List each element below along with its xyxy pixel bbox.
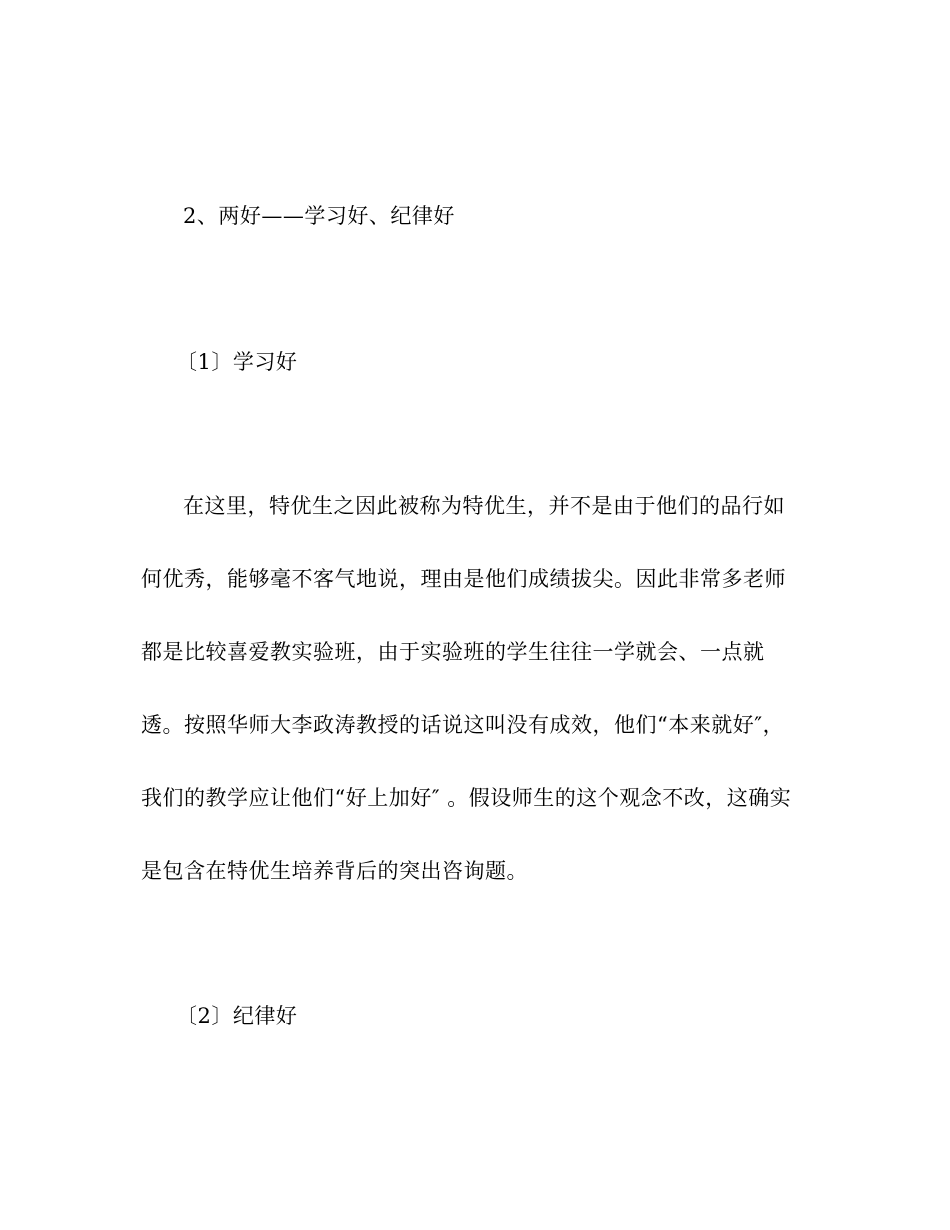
- subheading-discipline: 〔2〕纪律好: [176, 1004, 298, 1028]
- paragraph-line: 是包含在特优生培养背后的突出咨询题。: [141, 859, 528, 883]
- paragraph-line: 都是比较喜爱教实验班，由于实验班的学生往往一学就会、一点就: [141, 640, 765, 664]
- section-heading: 2、两好——学习好、纪律好: [183, 204, 455, 228]
- paragraph-line: 何优秀，能够毫不客气地说，理由是他们成绩拔尖。因此非常多老师: [141, 567, 786, 591]
- paragraph-line: 在这里，特优生之因此被称为特优生，并不是由于他们的品行如: [183, 494, 785, 518]
- subheading-study: 〔1〕学习好: [176, 350, 298, 374]
- paragraph-line: 我们的教学应让他们“好上加好″ 。假设师生的这个观念不改，这确实: [141, 786, 792, 810]
- paragraph-line: 透。按照华师大李政涛教授的话说这叫没有成效，他们“本来就好″，: [141, 713, 785, 737]
